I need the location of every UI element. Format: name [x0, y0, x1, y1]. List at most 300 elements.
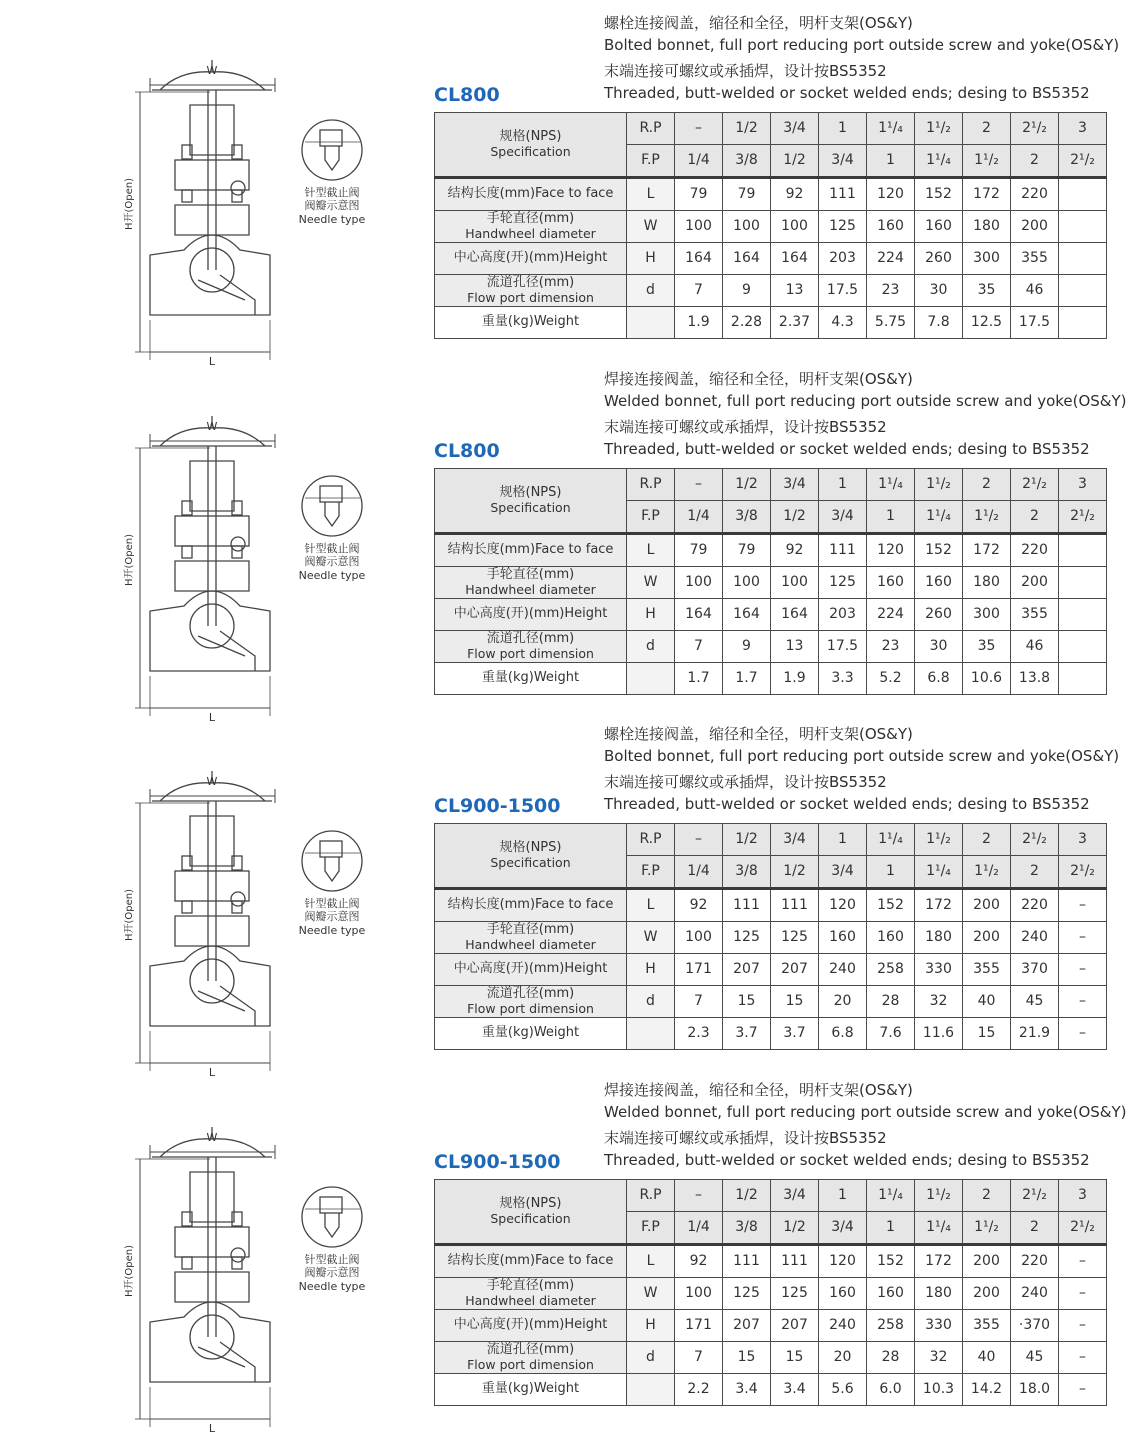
- value-cell: 10.3: [915, 1374, 963, 1406]
- value-cell: 92: [675, 889, 723, 922]
- row-label-cn: 中心高度(开)(mm)Height: [453, 250, 608, 266]
- table-row: [435, 986, 1107, 1018]
- row-label-cell: [435, 631, 627, 663]
- header-cn-ends: 末端连接可螺纹或承插焊，设计按BS5352: [604, 1129, 887, 1147]
- table-row: [435, 663, 1107, 695]
- rp-cell: 1¹/₂: [915, 1180, 963, 1212]
- value-cell: 100: [771, 567, 819, 599]
- value-cell: 3.4: [723, 1374, 771, 1406]
- value-cell: [1059, 178, 1107, 211]
- value-cell: 160: [867, 211, 915, 243]
- rp-cell: 3: [1059, 113, 1107, 145]
- fp-cell: 1¹/₂: [963, 856, 1011, 889]
- row-label-cn: 重量(kg)Weight: [481, 314, 580, 330]
- value-cell: 3.7: [771, 1018, 819, 1050]
- fp-cell: 1/2: [771, 1212, 819, 1245]
- spec-table: [434, 823, 1107, 1050]
- rp-cell: 3: [1059, 469, 1107, 501]
- value-cell: 12.5: [963, 307, 1011, 339]
- value-cell: 15: [771, 1342, 819, 1374]
- dim-w-label: W: [206, 1131, 218, 1144]
- pressure-class-label: CL800: [434, 84, 500, 106]
- value-cell: 300: [963, 243, 1011, 275]
- fp-cell: 1¹/₄: [915, 1212, 963, 1245]
- value-cell: 125: [771, 922, 819, 954]
- header-cn-ends: 末端连接可螺纹或承插焊，设计按BS5352: [604, 418, 887, 436]
- value-cell: 160: [867, 922, 915, 954]
- value-cell: 2.2: [675, 1374, 723, 1406]
- row-symbol: [627, 307, 675, 339]
- value-cell: [1059, 534, 1107, 567]
- row-symbol: d: [627, 631, 675, 663]
- value-cell: 120: [867, 178, 915, 211]
- value-cell: [1059, 211, 1107, 243]
- rp-cell: 1¹/₂: [915, 469, 963, 501]
- value-cell: 224: [867, 599, 915, 631]
- value-cell: 200: [1011, 211, 1059, 243]
- value-cell: 35: [963, 631, 1011, 663]
- value-cell: 240: [819, 1310, 867, 1342]
- value-cell: 370: [1011, 954, 1059, 986]
- row-label-cn: 重量(kg)Weight: [481, 1025, 580, 1041]
- value-cell: 125: [723, 922, 771, 954]
- header-en-ends: Threaded, butt-welded or socket welded ends; desing to BS5352: [604, 795, 1090, 813]
- value-cell: 111: [771, 889, 819, 922]
- value-cell: 5.6: [819, 1374, 867, 1406]
- value-cell: 258: [867, 1310, 915, 1342]
- rp-cell: –: [675, 1180, 723, 1212]
- pressure-class-label: CL900-1500: [434, 1151, 561, 1173]
- value-cell: 2.3: [675, 1018, 723, 1050]
- value-cell: 4.3: [819, 307, 867, 339]
- valve-spec-section: [0, 711, 1144, 1079]
- dim-h-label: H开(Open): [124, 177, 135, 230]
- rp-cell: 3/4: [771, 469, 819, 501]
- value-cell: 17.5: [819, 275, 867, 307]
- needle-cn-line1: 针型截止阀: [304, 186, 360, 199]
- value-cell: –: [1059, 889, 1107, 922]
- row-symbol: W: [627, 211, 675, 243]
- fp-cell: 1: [867, 1212, 915, 1245]
- rp-label: R.P: [627, 113, 675, 145]
- value-cell: 160: [915, 567, 963, 599]
- valve-drawing-wrap: [120, 386, 420, 726]
- value-cell: [1059, 307, 1107, 339]
- dim-l-label: L: [208, 1066, 216, 1079]
- value-cell: –: [1059, 954, 1107, 986]
- rp-label: R.P: [627, 824, 675, 856]
- rp-cell: 1¹/₂: [915, 824, 963, 856]
- needle-en: Needle type: [298, 1280, 366, 1293]
- value-cell: 120: [867, 534, 915, 567]
- row-label-cell: [435, 275, 627, 307]
- fp-cell: 3/4: [819, 501, 867, 534]
- row-label-cell: [435, 1374, 627, 1406]
- value-cell: 23: [867, 275, 915, 307]
- value-cell: 2.37: [771, 307, 819, 339]
- value-cell: 172: [915, 889, 963, 922]
- value-cell: 164: [771, 599, 819, 631]
- row-label-cell: [435, 986, 627, 1018]
- value-cell: 28: [867, 986, 915, 1018]
- rp-cell: 2: [963, 469, 1011, 501]
- fp-cell: 3/4: [819, 856, 867, 889]
- value-cell: 7: [675, 1342, 723, 1374]
- spec-label-cn: 规格(NPS): [499, 1196, 562, 1212]
- value-cell: 330: [915, 1310, 963, 1342]
- row-symbol: L: [627, 1245, 675, 1278]
- row-label-en: Handwheel diameter: [465, 225, 596, 241]
- value-cell: 21.9: [1011, 1018, 1059, 1050]
- header-en-ends: Threaded, butt-welded or socket welded ends; desing to BS5352: [604, 84, 1090, 102]
- spec-label-cn: 规格(NPS): [499, 485, 562, 501]
- value-cell: 100: [771, 211, 819, 243]
- spec-label-cell: [435, 469, 627, 534]
- row-label-cn: 手轮直径(mm): [486, 211, 575, 227]
- value-cell: –: [1059, 986, 1107, 1018]
- row-symbol: H: [627, 954, 675, 986]
- rp-cell: 1¹/₄: [867, 1180, 915, 1212]
- table-row: [435, 275, 1107, 307]
- dim-h-label: H开(Open): [124, 1244, 135, 1297]
- row-symbol: H: [627, 1310, 675, 1342]
- row-label-cn: 重量(kg)Weight: [481, 1381, 580, 1397]
- row-label-en: Handwheel diameter: [465, 936, 596, 952]
- table-row: [435, 1374, 1107, 1406]
- value-cell: 207: [723, 954, 771, 986]
- table-row: [435, 599, 1107, 631]
- spec-label-en: Specification: [490, 854, 571, 870]
- value-cell: 125: [819, 567, 867, 599]
- row-symbol: L: [627, 178, 675, 211]
- row-label-cn: 手轮直径(mm): [486, 567, 575, 583]
- value-cell: 100: [675, 567, 723, 599]
- value-cell: –: [1059, 1018, 1107, 1050]
- value-cell: 13.8: [1011, 663, 1059, 695]
- row-symbol: [627, 1374, 675, 1406]
- row-symbol: [627, 1018, 675, 1050]
- fp-cell: 2¹/₂: [1059, 1212, 1107, 1245]
- table-row: [435, 1342, 1107, 1374]
- table-row: [435, 534, 1107, 567]
- row-symbol: W: [627, 922, 675, 954]
- row-label-en: Flow port dimension: [467, 289, 594, 305]
- needle-en: Needle type: [298, 569, 366, 582]
- spec-table: [434, 112, 1107, 339]
- dim-h-label: H开(Open): [124, 888, 135, 941]
- row-label-cn: 结构长度(mm)Face to face: [447, 186, 614, 202]
- value-cell: 79: [723, 534, 771, 567]
- fp-label: F.P: [627, 1212, 675, 1245]
- value-cell: 203: [819, 243, 867, 275]
- value-cell: 92: [771, 534, 819, 567]
- value-cell: 3.4: [771, 1374, 819, 1406]
- value-cell: 258: [867, 954, 915, 986]
- row-symbol: H: [627, 599, 675, 631]
- row-label-cell: [435, 599, 627, 631]
- value-cell: 92: [771, 178, 819, 211]
- rp-cell: –: [675, 469, 723, 501]
- value-cell: 9: [723, 275, 771, 307]
- value-cell: 355: [963, 954, 1011, 986]
- value-cell: 1.9: [675, 307, 723, 339]
- fp-label: F.P: [627, 145, 675, 178]
- needle-cn-line2: 阀瓣示意图: [304, 555, 360, 568]
- value-cell: 7: [675, 986, 723, 1018]
- value-cell: 180: [963, 211, 1011, 243]
- row-label-cell: [435, 663, 627, 695]
- row-label-cn: 结构长度(mm)Face to face: [447, 897, 614, 913]
- value-cell: 330: [915, 954, 963, 986]
- fp-cell: 2: [1011, 501, 1059, 534]
- value-cell: 3.3: [819, 663, 867, 695]
- fp-cell: 1¹/₂: [963, 501, 1011, 534]
- rp-cell: 1¹/₄: [867, 113, 915, 145]
- row-label-en: Flow port dimension: [467, 1000, 594, 1016]
- rp-cell: 1/2: [723, 1180, 771, 1212]
- spec-table: [434, 468, 1107, 695]
- value-cell: 220: [1011, 178, 1059, 211]
- spec-label-cell: [435, 824, 627, 889]
- rp-cell: –: [675, 824, 723, 856]
- header-cn-ends: 末端连接可螺纹或承插焊，设计按BS5352: [604, 62, 887, 80]
- value-cell: 240: [819, 954, 867, 986]
- spec-label-cn: 规格(NPS): [499, 129, 562, 145]
- rp-cell: 1: [819, 469, 867, 501]
- row-label-cell: [435, 1310, 627, 1342]
- table-row-rp: [435, 1180, 1107, 1212]
- value-cell: –: [1059, 1374, 1107, 1406]
- header-cn-ends: 末端连接可螺纹或承插焊，设计按BS5352: [604, 773, 887, 791]
- dim-l-label: L: [208, 355, 216, 368]
- dim-w-label: W: [206, 420, 218, 433]
- row-symbol: L: [627, 534, 675, 567]
- value-cell: 5.2: [867, 663, 915, 695]
- value-cell: ·370: [1011, 1310, 1059, 1342]
- rp-cell: 3: [1059, 824, 1107, 856]
- value-cell: 10.6: [963, 663, 1011, 695]
- value-cell: 164: [675, 243, 723, 275]
- table-row: [435, 567, 1107, 599]
- value-cell: 79: [675, 178, 723, 211]
- fp-cell: 3/8: [723, 856, 771, 889]
- needle-cn-line2: 阀瓣示意图: [304, 910, 360, 923]
- fp-cell: 3/4: [819, 145, 867, 178]
- value-cell: 355: [1011, 243, 1059, 275]
- value-cell: 180: [915, 1278, 963, 1310]
- rp-cell: 2: [963, 1180, 1011, 1212]
- row-label-cn: 结构长度(mm)Face to face: [447, 1253, 614, 1269]
- value-cell: 240: [1011, 922, 1059, 954]
- value-cell: [1059, 275, 1107, 307]
- row-label-cell: [435, 567, 627, 599]
- fp-cell: 1: [867, 501, 915, 534]
- rp-cell: 2: [963, 824, 1011, 856]
- value-cell: 100: [723, 211, 771, 243]
- spec-label-en: Specification: [490, 143, 571, 159]
- rp-cell: 3/4: [771, 824, 819, 856]
- value-cell: 6.8: [819, 1018, 867, 1050]
- value-cell: 7.8: [915, 307, 963, 339]
- fp-cell: 3/8: [723, 501, 771, 534]
- rp-cell: 3/4: [771, 1180, 819, 1212]
- value-cell: 45: [1011, 986, 1059, 1018]
- value-cell: 30: [915, 631, 963, 663]
- row-label-cn: 流道孔径(mm): [486, 1342, 575, 1358]
- row-label-cell: [435, 307, 627, 339]
- valve-drawing: [120, 1097, 420, 1437]
- rp-cell: 2: [963, 113, 1011, 145]
- row-label-cn: 手轮直径(mm): [486, 922, 575, 938]
- needle-en: Needle type: [298, 213, 366, 226]
- value-cell: 125: [723, 1278, 771, 1310]
- row-label-cell: [435, 1278, 627, 1310]
- table-row-rp: [435, 824, 1107, 856]
- table-row: [435, 307, 1107, 339]
- value-cell: 152: [867, 1245, 915, 1278]
- dim-l-label: L: [208, 711, 216, 724]
- value-cell: 18.0: [1011, 1374, 1059, 1406]
- row-label-cn: 中心高度(开)(mm)Height: [453, 606, 608, 622]
- table-row: [435, 631, 1107, 663]
- row-label-cell: [435, 954, 627, 986]
- value-cell: 111: [819, 534, 867, 567]
- value-cell: 35: [963, 275, 1011, 307]
- row-symbol: d: [627, 1342, 675, 1374]
- fp-cell: 1/2: [771, 501, 819, 534]
- row-symbol: L: [627, 889, 675, 922]
- needle-cn-line2: 阀瓣示意图: [304, 1266, 360, 1279]
- row-symbol: d: [627, 986, 675, 1018]
- row-label-cn: 流道孔径(mm): [486, 631, 575, 647]
- fp-cell: 2¹/₂: [1059, 145, 1107, 178]
- value-cell: 2.28: [723, 307, 771, 339]
- value-cell: 160: [867, 1278, 915, 1310]
- fp-cell: 1/4: [675, 145, 723, 178]
- fp-label: F.P: [627, 501, 675, 534]
- value-cell: 207: [771, 1310, 819, 1342]
- value-cell: 79: [675, 534, 723, 567]
- value-cell: 203: [819, 599, 867, 631]
- rp-cell: 1¹/₄: [867, 469, 915, 501]
- header-en: Bolted bonnet, full port reducing port outside screw and yoke(OS&Y): [604, 747, 1120, 765]
- row-label-cell: [435, 211, 627, 243]
- value-cell: 111: [771, 1245, 819, 1278]
- header-en: Welded bonnet, full port reducing port outside screw and yoke(OS&Y): [604, 392, 1127, 410]
- value-cell: 207: [723, 1310, 771, 1342]
- value-cell: –: [1059, 922, 1107, 954]
- value-cell: 224: [867, 243, 915, 275]
- rp-cell: 2¹/₂: [1011, 113, 1059, 145]
- value-cell: 180: [915, 922, 963, 954]
- pressure-class-label: CL900-1500: [434, 795, 561, 817]
- fp-cell: 1: [867, 856, 915, 889]
- row-label-en: Handwheel diameter: [465, 581, 596, 597]
- value-cell: 111: [723, 889, 771, 922]
- valve-drawing: [120, 386, 420, 726]
- header-en-ends: Threaded, butt-welded or socket welded ends; desing to BS5352: [604, 1151, 1090, 1169]
- value-cell: 164: [675, 599, 723, 631]
- row-label-cn: 重量(kg)Weight: [481, 670, 580, 686]
- value-cell: 46: [1011, 631, 1059, 663]
- value-cell: 160: [819, 1278, 867, 1310]
- table-row: [435, 1310, 1107, 1342]
- value-cell: 5.75: [867, 307, 915, 339]
- value-cell: 220: [1011, 534, 1059, 567]
- value-cell: 152: [867, 889, 915, 922]
- rp-cell: 1: [819, 1180, 867, 1212]
- rp-cell: –: [675, 113, 723, 145]
- rp-cell: 3/4: [771, 113, 819, 145]
- value-cell: 15: [963, 1018, 1011, 1050]
- fp-cell: 2¹/₂: [1059, 501, 1107, 534]
- rp-cell: 2¹/₂: [1011, 469, 1059, 501]
- value-cell: [1059, 567, 1107, 599]
- fp-cell: 2: [1011, 145, 1059, 178]
- value-cell: 9: [723, 631, 771, 663]
- spec-table: [434, 1179, 1107, 1406]
- valve-drawing-wrap: [120, 1097, 420, 1437]
- row-label-cell: [435, 243, 627, 275]
- value-cell: 171: [675, 1310, 723, 1342]
- fp-cell: 2: [1011, 856, 1059, 889]
- fp-cell: 1/4: [675, 1212, 723, 1245]
- valve-drawing: [120, 741, 420, 1081]
- dim-h-label: H开(Open): [124, 533, 135, 586]
- dim-l-label: L: [208, 1422, 216, 1435]
- value-cell: 160: [915, 211, 963, 243]
- value-cell: [1059, 243, 1107, 275]
- value-cell: 152: [915, 178, 963, 211]
- rp-cell: 2¹/₂: [1011, 1180, 1059, 1212]
- rp-cell: 1: [819, 824, 867, 856]
- rp-cell: 3: [1059, 1180, 1107, 1212]
- fp-cell: 3/8: [723, 1212, 771, 1245]
- fp-cell: 1/2: [771, 856, 819, 889]
- value-cell: 200: [963, 889, 1011, 922]
- value-cell: [1059, 599, 1107, 631]
- value-cell: 15: [723, 986, 771, 1018]
- fp-cell: 3/4: [819, 1212, 867, 1245]
- value-cell: 172: [963, 178, 1011, 211]
- rp-cell: 1: [819, 113, 867, 145]
- value-cell: 30: [915, 275, 963, 307]
- rp-label: R.P: [627, 1180, 675, 1212]
- row-label-cell: [435, 922, 627, 954]
- table-row: [435, 1245, 1107, 1278]
- value-cell: 1.7: [675, 663, 723, 695]
- table-row: [435, 1278, 1107, 1310]
- fp-cell: 1/2: [771, 145, 819, 178]
- value-cell: 172: [915, 1245, 963, 1278]
- value-cell: 111: [819, 178, 867, 211]
- row-label-cell: [435, 1245, 627, 1278]
- table-row: [435, 178, 1107, 211]
- fp-label: F.P: [627, 856, 675, 889]
- valve-spec-section: [0, 356, 1144, 724]
- value-cell: 180: [963, 567, 1011, 599]
- value-cell: 160: [867, 567, 915, 599]
- header-cn: 焊接连接阀盖，缩径和全径，明杆支架(OS&Y): [604, 370, 913, 388]
- value-cell: 46: [1011, 275, 1059, 307]
- spec-label-en: Specification: [490, 1210, 571, 1226]
- row-label-cn: 流道孔径(mm): [486, 986, 575, 1002]
- rp-cell: 1¹/₂: [915, 113, 963, 145]
- row-label-cell: [435, 178, 627, 211]
- table-row: [435, 889, 1107, 922]
- header-en: Welded bonnet, full port reducing port outside screw and yoke(OS&Y): [604, 1103, 1127, 1121]
- table-row-rp: [435, 469, 1107, 501]
